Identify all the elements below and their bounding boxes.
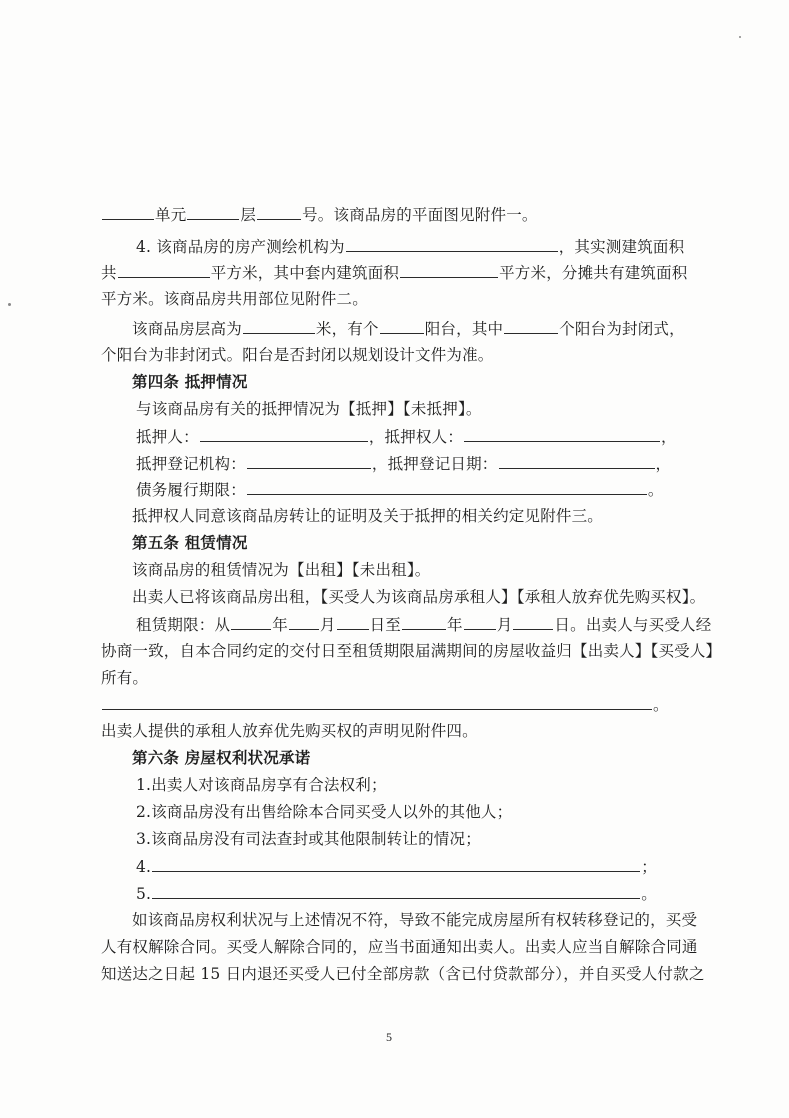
blank-floor[interactable]: [257, 204, 301, 220]
line-breach-1: 如该商品房权利状况与上述情况不符，导致不能完成房屋所有权转移登记的，买受: [132, 911, 698, 929]
line-balcony-note: 个阳台为非封闭式。阳台是否封闭以规划设计文件为准。: [101, 346, 494, 364]
scan-speck: [739, 36, 741, 38]
blank-promise-5[interactable]: [152, 883, 640, 899]
line-ownership: 所有。: [101, 669, 149, 687]
blank-lease-start-day[interactable]: [337, 614, 369, 630]
line-area: 共 平方米，其中套内建筑面积 平方米，分摊共有建筑面积: [101, 264, 688, 282]
line-unit-floor: 单元 层 号。该商品房的平面图见附件一。: [101, 204, 538, 225]
line-lease-other: 。: [101, 694, 669, 715]
scan-speck: [8, 303, 11, 306]
blank-lease-end-day[interactable]: [513, 614, 553, 630]
blank-lease-other[interactable]: [102, 694, 652, 710]
line-shared-parts: 平方米。该商品房共用部位见附件二。: [101, 290, 368, 308]
blank-survey-agency[interactable]: [346, 236, 558, 252]
line-breach-2: 人有权解除合同。买受人解除合同的，应当书面通知出卖人。出卖人应当自解除合同通: [101, 938, 698, 956]
line-lease-status: 该商品房的租赁情况为【出租】【未出租】。: [132, 561, 431, 579]
blank-lease-start-year[interactable]: [231, 614, 271, 630]
line-waiver-statement: 出卖人提供的承租人放弃优先购买权的声明见附件四。: [101, 722, 478, 740]
blank-mortgagor[interactable]: [200, 426, 368, 442]
blank-registry-date[interactable]: [499, 453, 655, 469]
blank-balcony-count[interactable]: [380, 318, 424, 334]
line-lease-term: 租赁期限：从 年 月 日至 年 月 日。出卖人与买受人经: [136, 616, 712, 634]
line-mortgage-registry: 抵押登记机构： ，抵押登记日期： ，: [136, 455, 672, 473]
blank-inner-area[interactable]: [400, 262, 498, 278]
heading-article-4: 第四条 抵押情况: [132, 372, 248, 391]
blank-registry-agency[interactable]: [247, 453, 371, 469]
blank-total-area[interactable]: [118, 262, 210, 278]
line-breach-3: 知送达之日起 15 日内退还买受人已付全部房款（含已付贷款部分），并自买受人付款之: [101, 965, 705, 983]
heading-article-5: 第五条 租赁情况: [132, 533, 248, 552]
line-survey-agency: 4. 该商品房的房产测绘机构为 ，其实测建筑面积: [136, 238, 685, 256]
blank-lease-end-year[interactable]: [402, 614, 446, 630]
line-promise-2: 2.该商品房没有出售给除本合同买受人以外的其他人；: [136, 803, 513, 821]
line-promise-4: 4. ；: [136, 858, 657, 876]
line-mortgagor: 抵押人： ，抵押权人： ，: [136, 428, 677, 446]
blank-lease-start-month[interactable]: [289, 614, 319, 630]
blank-promise-4[interactable]: [152, 856, 640, 872]
line-floor-height: 该商品房层高为 米，有个 阳台，其中 个阳台为封闭式，: [132, 320, 685, 338]
line-promise-5: 5. 。: [136, 885, 657, 903]
line-lease-income: 协商一致，自本合同约定的交付日至租赁期限届满期间的房屋收益归【出卖人】【买受人】: [101, 642, 722, 660]
blank-floor-height[interactable]: [243, 318, 315, 334]
blank-debt-term[interactable]: [247, 479, 647, 495]
line-promise-3: 3.该商品房没有司法查封或其他限制转让的情况；: [136, 830, 481, 848]
line-mortgage-status: 与该商品房有关的抵押情况为【抵押】【未抵押】。: [136, 400, 482, 418]
page-number: 5: [386, 1030, 392, 1044]
heading-article-6: 第六条 房屋权利状况承诺: [132, 748, 311, 767]
line-leased-out: 出卖人已将该商品房出租，【买受人为该商品房承租人】【承租人放弃优先购买权】。: [132, 588, 706, 606]
blank-mortgagee[interactable]: [464, 426, 660, 442]
blank-unit[interactable]: [187, 204, 239, 220]
blank-building[interactable]: [102, 204, 154, 220]
line-debt-term: 债务履行期限： 。: [136, 481, 664, 499]
line-promise-1: 1.出卖人对该商品房享有合法权利；: [136, 776, 387, 794]
blank-lease-end-month[interactable]: [464, 614, 496, 630]
line-mortgagee-consent: 抵押权人同意该商品房转让的证明及关于抵押的相关约定见附件三。: [132, 507, 604, 525]
blank-closed-balcony[interactable]: [504, 318, 558, 334]
